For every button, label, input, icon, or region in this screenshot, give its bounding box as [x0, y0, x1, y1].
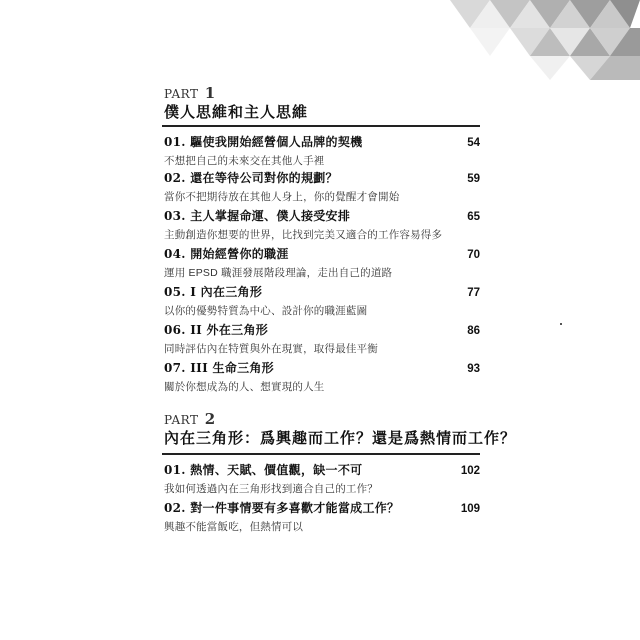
entry-page-number: 70 [467, 249, 480, 261]
print-speck [560, 323, 562, 325]
entry-subtitle: 不想把自己的未來交在其他人手裡 [164, 155, 325, 167]
toc-entry[interactable] [164, 245, 480, 280]
toc-entry[interactable] [164, 169, 480, 204]
toc-entry[interactable] [164, 461, 480, 496]
part-2-title: 內在三角形：爲興趣而工作？還是爲熱情而工作？ [164, 429, 517, 447]
part-label-text: PART [164, 87, 199, 101]
toc-entry[interactable] [164, 321, 480, 356]
entry-subtitle: 同時評估內在特質與外在現實，取得最佳平衡 [164, 343, 378, 355]
part-1-rule [162, 125, 480, 127]
part-2-label [164, 410, 216, 428]
toc-entry[interactable] [164, 133, 480, 168]
part-number: 2 [204, 410, 216, 428]
entry-title: 02. 對一件事情要有多喜歡才能當成工作？ [164, 501, 400, 515]
entry-page-number: 86 [467, 325, 480, 337]
entry-title: 07. III 生命三角形 [164, 361, 274, 375]
entry-page-number: 102 [460, 465, 480, 477]
triangle-pattern-decoration [440, 0, 640, 80]
entry-page-number: 77 [467, 287, 480, 299]
part-2-rule [162, 453, 480, 455]
part-1-label [164, 84, 216, 102]
entry-subtitle: 關於你想成為的人、想實現的人生 [164, 381, 325, 393]
entry-subtitle: 興趣不能當飯吃，但熱情可以 [164, 521, 304, 533]
entry-page-number: 54 [467, 137, 480, 149]
entry-page-number: 59 [467, 173, 480, 185]
toc-entry[interactable] [164, 207, 480, 242]
entry-title: 04. 開始經營你的職涯 [164, 247, 289, 261]
entry-title: 05. I 內在三角形 [164, 285, 263, 299]
entry-subtitle: 我如何透過內在三角形找到適合自己的工作？ [164, 483, 378, 495]
toc-entry[interactable] [164, 283, 480, 318]
entry-title: 01. 驅使我開始經營個人品牌的契機 [164, 135, 363, 149]
entry-title: 03. 主人掌握命運、僕人接受安排 [164, 209, 351, 223]
entry-subtitle: 當你不把期待放在其他人身上，你的覺醒才會開始 [164, 191, 400, 203]
toc-entry[interactable] [164, 359, 480, 394]
part-number: 1 [204, 84, 216, 102]
entry-title: 02. 還在等待公司對你的規劃？ [164, 171, 338, 185]
entry-subtitle: 以你的優勢特質為中心、設計你的職涯藍圖 [164, 305, 368, 317]
entry-page-number: 109 [460, 503, 480, 515]
toc-entry[interactable] [164, 499, 480, 534]
entry-title: 01. 熱情、天賦、價值觀，缺一不可 [164, 463, 363, 477]
part-label-text: PART [164, 413, 199, 427]
part-1-title: 僕人思維和主人思維 [164, 103, 309, 121]
entry-page-number: 65 [467, 211, 480, 223]
entry-title: 06. II 外在三角形 [164, 323, 269, 337]
entry-subtitle: 運用 EPSD 職涯發展階段理論，走出自己的道路 [164, 267, 393, 279]
entry-page-number: 93 [467, 363, 480, 375]
entry-subtitle: 主動創造你想要的世界，比找到完美又適合的工作容易得多 [164, 229, 443, 241]
